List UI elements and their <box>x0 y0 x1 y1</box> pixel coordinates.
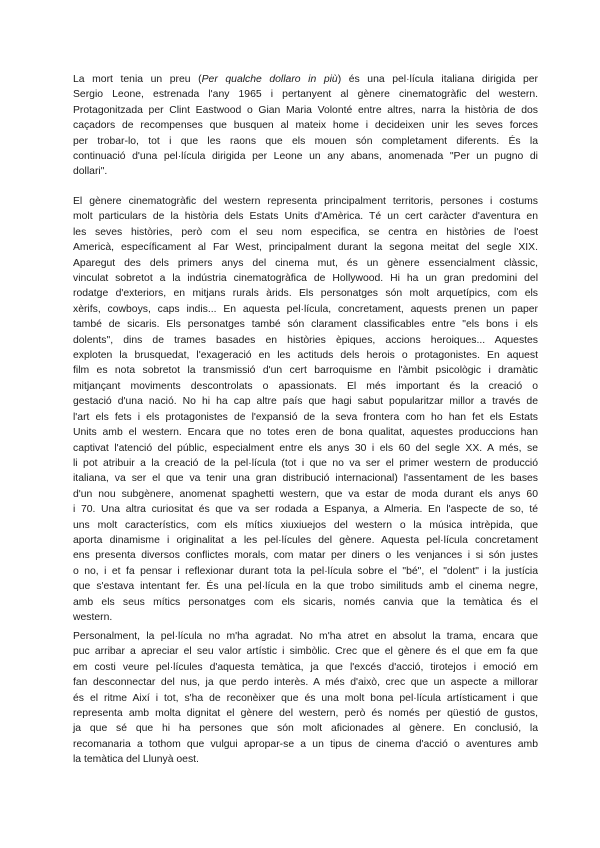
text-line: per trobar-lo, tot i que les raons que els mouen són completament diferents. És la <box>73 135 538 147</box>
text-line: d'un nou subgènere, anomenat spaghetti western, que va estar de moda durant els anys 60 <box>73 488 538 500</box>
text-line: vinculat sobretot a la indústria cinematogràfica de Hollywood. Hi ha un gran predomini del <box>73 273 538 285</box>
text-line: representa amb molta dignitat el gènere del western, però és només per qüestió de gustos, <box>73 708 538 720</box>
text-line: Protagonitzada per Clint Eastwood o Gian Maria Volonté entre altres, narra la història de dos <box>73 104 538 116</box>
text-line: film es nota sobretot la transmissió d'un cert barroquisme en l'àmbit psicològic i dramàtic <box>73 365 538 377</box>
text-line: també de sicaris. Els personatges també són clarament classificables entre "els bons i els <box>73 319 538 331</box>
text-line: exploten la brusquedat, l'exageració en les actituds dels herois o protagonistes. En aquest <box>73 350 538 362</box>
text-line: fan desconnectar del nus, ja que perdo interès. A més d'això, crec que un aspecte a millorar <box>73 677 538 689</box>
text-line: ens presenta diversos conflictes morals, com matar per diners o les venjances i si són justes <box>73 550 538 562</box>
paragraph-intro <box>73 72 538 180</box>
text-line: caçadors de recompenses que busquen al mateix home i decideixen unir les seves forces <box>73 120 538 132</box>
text-line: li pot atribuir a la creació de la pel·lícula (tot i que no va ser el primer western de producció <box>73 457 538 469</box>
film-title-italic: Per qualche dollaro in più <box>201 74 338 85</box>
text-line: western. <box>73 611 113 623</box>
text-line: Aparegut des dels primers anys del cinema mut, és un gènere essencialment clàssic, <box>73 257 538 269</box>
text-line: dollari". <box>73 166 108 178</box>
text-line: molt particulars de la història dels Estats Units d'Amèrica. Té un cert caràcter d'aventura en <box>73 211 538 223</box>
text-line: puc arribar a apreciar el seu valor artístic i simbòlic. Crec que el gènere és el que em fa que <box>73 646 538 658</box>
text-line: l'art els fets i els protagonistes de l'expansió de la seva frontera com ho han fet els Estats <box>73 411 538 423</box>
text-line: dolents", dins de trames basades en històries èpiques, accions heroiques... Aquestes <box>73 334 538 346</box>
text-line: i 70. Una altra curiositat és que va ser rodada a Espanya, a Almeria. En l'aspecte de so, té <box>73 504 538 516</box>
text-line: les seves històries, però com el seu nom especifica, se centra en històries de l'oest <box>73 226 538 238</box>
text-line: rodatge d'exteriors, en mitjans rurals àrids. Els personatges són molt arquetípics, com els <box>73 288 538 300</box>
text-line: xèrifs, cowboys, caps indis... En aquesta pel·lícula, concretament, aquests prenen un paper <box>73 303 538 315</box>
text-line: gestació d'una nació. No hi ha cap altre país que hagi sabut popularitzar millor a través de <box>73 396 538 408</box>
text-line: ja que sé que hi ha persones que són molt aficionades al gènere. En conclusió, la <box>73 723 538 735</box>
text-line: és el ritme Així i tot, s'ha de reconèixer que és una molt bona pel·lícula artísticament i que <box>73 692 538 704</box>
text-line: Sergio Leone, estrenada l'any 1965 i pertanyent al gènere cinematogràfic del western. <box>73 89 538 101</box>
text-line: italiana, va ser el que va tenir una gran distribució internacional) l'assentament de les bases <box>73 473 538 485</box>
paragraph-opinion <box>73 629 538 768</box>
text-segment: La mort tenia un preu ( <box>73 74 202 85</box>
text-line: Americà, específicament al Far West, principalment durant la segona meitat del segle XIX. <box>73 242 538 254</box>
text-line: Personalment, la pel·lícula no m'ha agradat. No m'ha atret en absolut la trama, encara que <box>73 631 538 642</box>
text-line: continuació d'una pel·lícula dirigida per Leone un any abans, anomenada "Per un pugno di <box>73 151 538 163</box>
text-segment: ) és una pel·lícula italiana dirigida per <box>337 74 539 85</box>
text-line: la temàtica del Llunyà oest. <box>73 754 199 766</box>
text-line: captivat l'atenció del públic, especialment entre els anys 30 i els 60 del segle XX. A més, se <box>73 442 538 454</box>
text-line: El gènere cinematogràfic del western representa principalment territoris, persones i costums <box>73 196 538 207</box>
text-line: uns molt característics, com els mítics xiuxiuejos del western o la música intrèpida, que <box>73 519 538 531</box>
text-line: mitjançant moviments descontrolats o apassionats. El més important és la creació o <box>73 380 538 392</box>
text-line: aporta dinamisme i originalitat a les pel·lícules del gènere. Aquesta pel·lícula concretament <box>73 534 538 546</box>
text-line: amb els seus mítics personatges com els sicaris, només canvia que la temàtica és el <box>73 596 538 608</box>
text-line: em costi veure pel·lícules d'aquesta temàtica, ja que l'excés d'acció, tirotejos i emoció em <box>73 661 538 673</box>
text-line: o no, i et fa pensar i reflexionar durant tota la pel·lícula sobre el "bé", el "dolent" i la justícia <box>73 565 538 577</box>
paragraph-genre <box>73 194 538 625</box>
text-line: que s'estava intentant fer. És una pel·lícula en la que trobo similituds amb el cinema negre, <box>73 581 538 593</box>
text-line <box>73 72 538 87</box>
text-line: Units amb el western. Encara que no totes eren de bona qualitat, aquestes produccions han <box>73 427 538 439</box>
text-line: recomanaria a tothom que vulgui apropar-se a un tipus de cinema d'acció o aventures amb <box>73 738 538 750</box>
